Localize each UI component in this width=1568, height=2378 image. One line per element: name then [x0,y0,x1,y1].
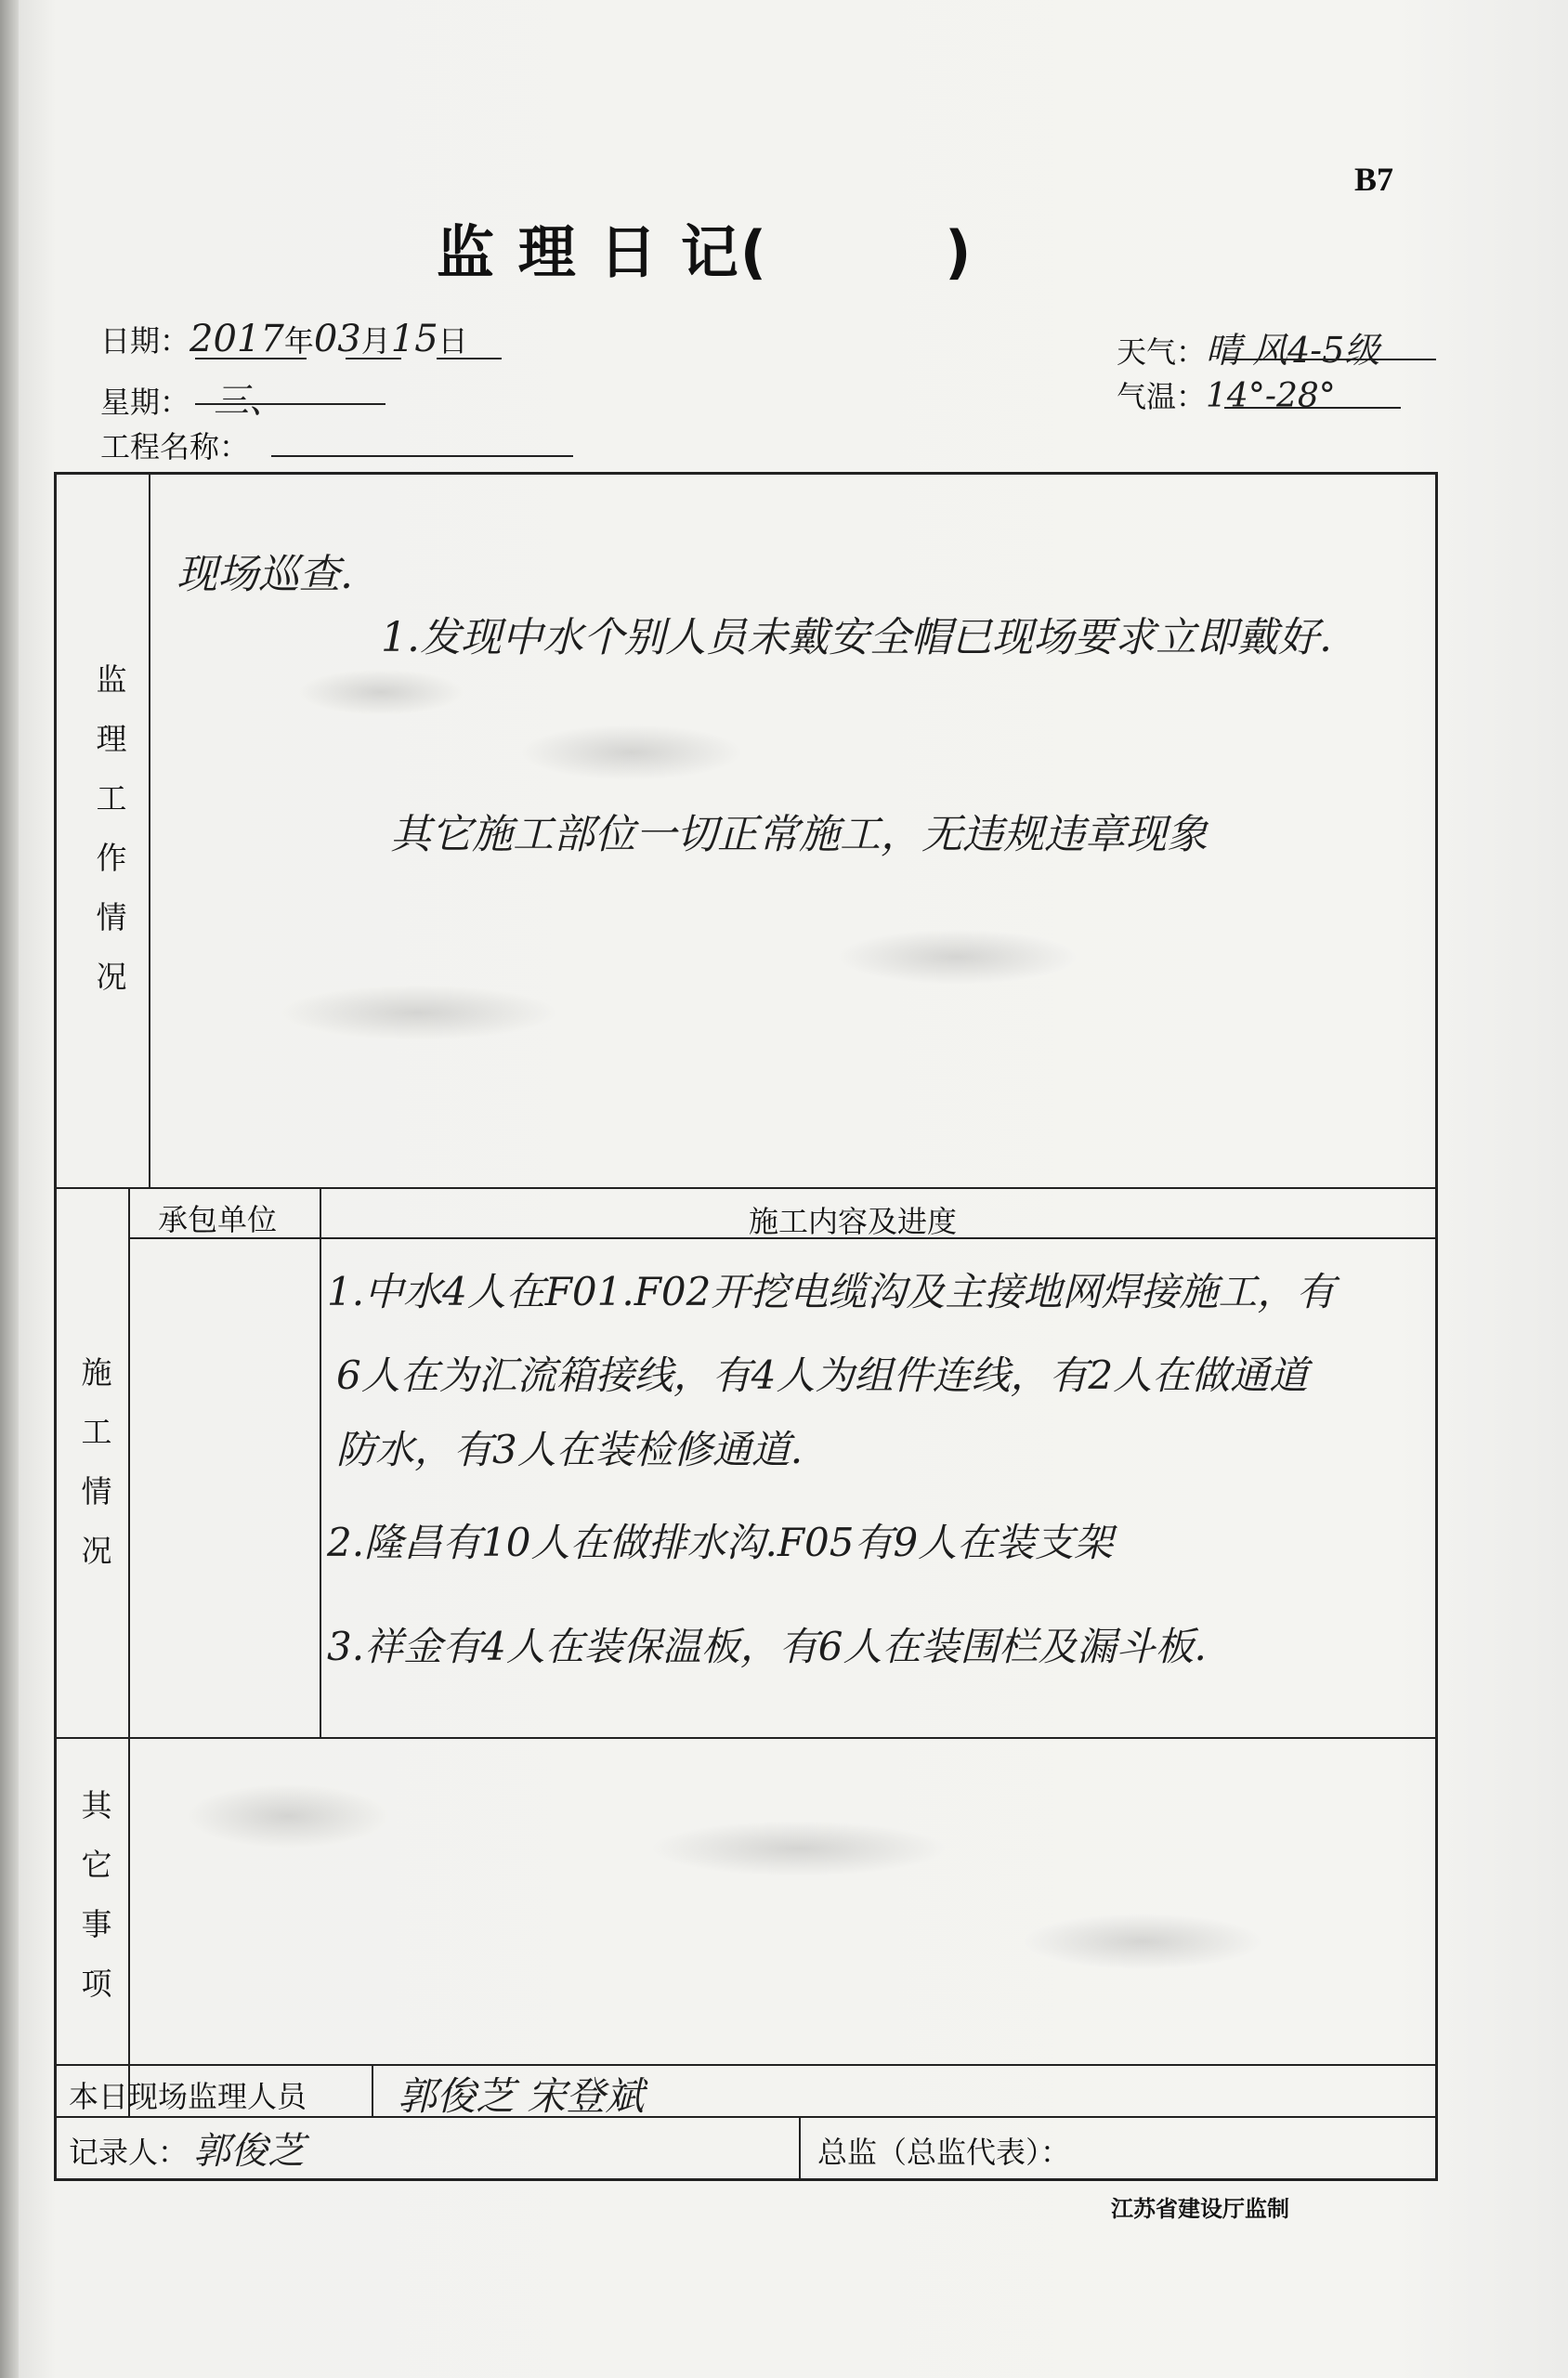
supervision-line: 1.发现中水个别人员未戴安全帽已现场要求立即戴好. [381,614,1332,661]
year-underline [195,358,307,359]
date-year-unit: 年 [283,323,314,359]
row-divider-1 [54,1187,1438,1189]
temperature-label: 气温： [1117,379,1207,414]
construction-section-text: 施 工 情 况 [81,1354,112,1569]
construction-section-label [69,1343,124,1581]
construction-line: 2.隆昌有10人在做排水沟.F05有9人在装支架 [327,1520,1114,1565]
supervision-line: 其它施工部位一切正常施工，无违规违章现象 [390,811,1208,858]
weekday-underline [195,403,385,405]
recorder-signature: 郭俊芝 [193,2130,305,2173]
row-divider-3 [54,2064,1438,2066]
construction-line: 3.祥金有4人在装保温板，有6人在装围栏及漏斗板. [327,1624,1207,1669]
supervision-line: 现场巡查. [176,551,353,598]
bleed-through-mark [836,929,1078,985]
weather-underline [1224,359,1436,360]
weather-value: 晴 风4-5级 [1206,330,1380,371]
contractor-column-header: 承包单位 [158,1202,278,1237]
construction-line: 防水，有3人在装检修通道. [336,1427,804,1472]
staff-label: 本日现场监理人员 [69,2079,307,2114]
row-divider-2 [54,1737,1438,1739]
date-label: 日期： [100,323,190,359]
weather-field [1117,321,1379,372]
day-underline [437,358,502,359]
project-label: 工程名称： [100,429,250,464]
staff-signatures: 郭俊芝 宋登斌 [398,2073,645,2119]
weekday-field [100,372,284,423]
issuer-footer: 江苏省建设厅监制 [1111,2196,1289,2222]
month-underline [346,358,401,359]
contractor-col-divider [320,1187,321,1737]
binding-edge [0,0,19,2378]
bleed-through-mark [1022,1914,1263,1969]
page-title [437,206,973,289]
bleed-through-mark [297,669,464,715]
temperature-underline [1224,407,1401,409]
bleed-through-mark [650,1821,947,1876]
weather-label: 天气： [1117,334,1207,370]
title-close: ) [945,218,973,286]
weekday-value: 三、 [214,380,285,421]
other-section-label [69,1776,124,2014]
construction-line: 1.中水4人在F01.F02开挖电缆沟及主接地网焊接施工，有 [327,1269,1336,1314]
form-code: B7 [1354,161,1394,198]
recorder-col-divider [799,2116,801,2181]
date-month-unit: 月 [360,323,391,359]
chief-label: 总监（总监代表）： [817,2135,1071,2170]
construction-line: 6人在为汇流箱接线，有4人为组件连线，有2人在做通道 [336,1352,1309,1398]
supervision-section-text: 监 理 工 作 情 况 [96,661,127,995]
weekday-label: 星期： [100,385,190,420]
recorder-label: 记录人： [69,2135,189,2170]
supervision-section-label [84,650,139,1007]
bleed-through-mark [186,1784,390,1849]
project-underline [271,455,573,457]
other-section-text: 其 它 事 项 [81,1787,112,2002]
date-day-unit: 日 [438,323,468,359]
title-main: 监 理 日 记( [437,218,769,286]
bleed-through-mark [520,725,743,780]
date-month: 03 [313,318,361,360]
left-label-divider [128,1187,130,2116]
temperature-value: 14°-28° [1206,377,1336,415]
date-year: 2017 [189,318,284,360]
content-column-header: 施工内容及进度 [749,1204,958,1239]
row-divider-4 [54,2116,1438,2118]
staff-col-divider [372,2064,373,2116]
date-day: 15 [390,318,438,360]
temperature-field [1117,373,1336,416]
supervision-label-divider [149,472,150,1187]
bleed-through-mark [279,985,557,1040]
date-field [100,318,468,360]
project-field [100,424,249,466]
